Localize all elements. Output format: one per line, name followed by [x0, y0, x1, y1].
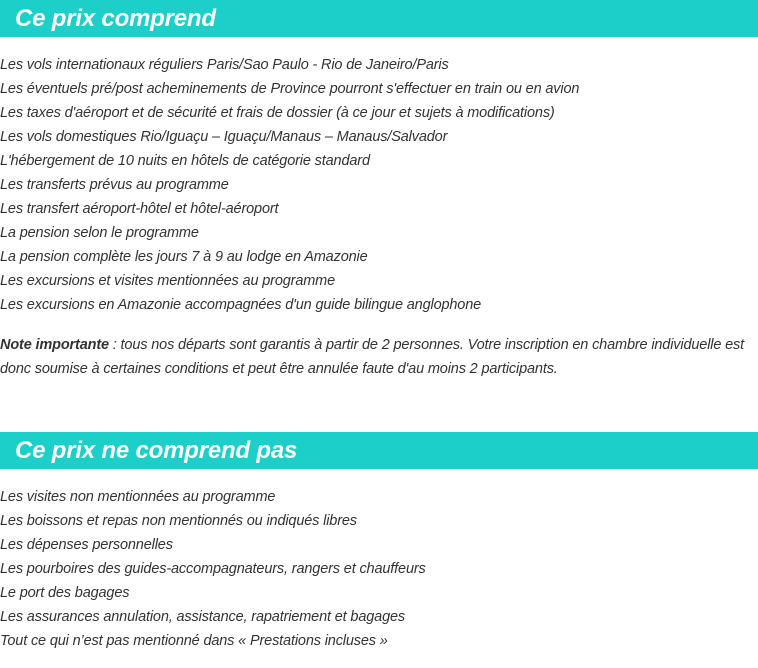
list-item: Les transferts prévus au programme — [0, 177, 229, 193]
list-item: La pension selon le programme — [0, 225, 199, 241]
included-section-header — [0, 0, 758, 37]
list-item: Le port des bagages — [0, 585, 130, 601]
list-item: Les éventuels pré/post acheminements de Province pourront s'effectuer en train ou en avion — [0, 81, 580, 97]
list-item: Les transfert aéroport-hôtel et hôtel-aéroport — [0, 201, 279, 217]
list-item: Les excursions en Amazonie accompagnées d'un guide bilingue anglophone — [0, 297, 482, 313]
list-item: Les visites non mentionnées au programme — [0, 489, 276, 505]
list-item: Tout ce qui n’est pas mentionné dans « Prestations incluses » — [0, 633, 388, 649]
list-item: Les assurances annulation, assistance, rapatriement et bagages — [0, 609, 406, 625]
list-item: Les taxes d'aéroport et de sécurité et frais de dossier (à ce jour et sujets à modifications) — [0, 105, 555, 121]
important-note-text: : tous nos départs sont garantis à partir de 2 personnes. Votre inscription en chambre individuelle est donc soumise à certaines conditions et peut être annulée faute d'au moins 2 participants. — [0, 337, 745, 377]
list-item: Les pourboires des guides-accompagnateurs, rangers et chauffeurs — [0, 561, 426, 577]
included-section-title: Ce prix comprend — [15, 4, 216, 32]
list-item: Les dépenses personnelles — [0, 537, 173, 553]
list-item: Les vols domestiques Rio/Iguaçu – Iguaçu/Manaus – Manaus/Salvador — [0, 129, 448, 145]
included-list — [0, 53, 758, 317]
excluded-section-header — [0, 432, 758, 469]
list-item: Les vols internationaux réguliers Paris/Sao Paulo - Rio de Janeiro/Paris — [0, 57, 449, 73]
important-note — [0, 333, 758, 381]
important-note-label: Note importante — [0, 337, 109, 353]
list-item: L'hébergement de 10 nuits en hôtels de catégorie standard — [0, 153, 370, 169]
excluded-list — [0, 485, 758, 653]
list-item: La pension complète les jours 7 à 9 au lodge en Amazonie — [0, 249, 368, 265]
list-item: Les boissons et repas non mentionnés ou indiqués libres — [0, 513, 357, 529]
list-item: Les excursions et visites mentionnées au programme — [0, 273, 336, 289]
excluded-section-title: Ce prix ne comprend pas — [15, 436, 298, 464]
